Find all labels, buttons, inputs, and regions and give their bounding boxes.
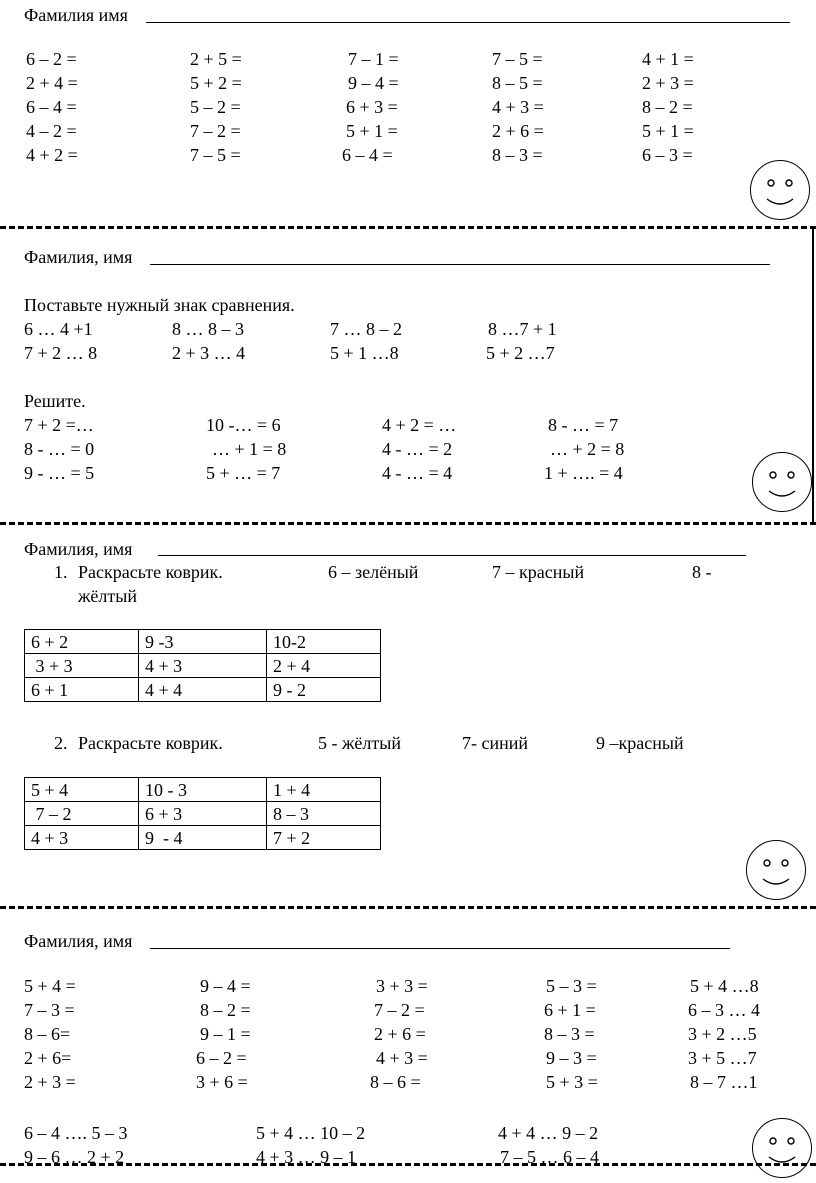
rug-table-1 [24, 629, 381, 702]
exercise: 8 – 6 = [370, 1072, 421, 1092]
table-cell[interactable]: 5 + 4 [25, 778, 139, 802]
table-row [25, 678, 381, 702]
exercise: 6 – 2 = [26, 49, 77, 69]
exercise: 2 + 6= [24, 1048, 72, 1068]
solve-exercise: 9 - … = 5 [24, 463, 95, 483]
solve-exercise: 7 + 2 =… [24, 415, 94, 435]
table-cell[interactable]: 9 -3 [139, 630, 267, 654]
exercise: 8 – 7 …1 [690, 1072, 758, 1092]
cut-line [0, 522, 816, 525]
exercise: 8 – 6= [24, 1024, 71, 1044]
table-row [25, 826, 381, 850]
exercise: 6 – 4 = [342, 145, 393, 165]
table-cell[interactable]: 8 – 3 [267, 802, 381, 826]
table-row [25, 778, 381, 802]
color-key: 8 - [692, 562, 712, 582]
solve-exercise: 4 + 2 = … [382, 415, 457, 435]
table-cell[interactable]: 1 + 4 [267, 778, 381, 802]
color-key: 5 - жёлтый [318, 733, 401, 753]
exercise: 5 + 2 = [190, 73, 242, 93]
solve-exercise: 5 + … = 7 [206, 463, 281, 483]
compare-exercise: 9 – 6 … 2 + 2 [24, 1147, 125, 1167]
smiley-face-icon [752, 452, 812, 512]
exercise: 4 + 3 = [492, 97, 544, 117]
compare-exercise: 7 + 2 … 8 [24, 343, 98, 363]
exercise: 4 + 1 = [642, 49, 694, 69]
task-title: Решите. [24, 391, 86, 411]
table-cell[interactable]: 4 + 3 [139, 654, 267, 678]
name-input-line[interactable] [150, 264, 770, 265]
exercise: 3 + 5 …7 [688, 1048, 757, 1068]
exercise: 8 – 2 = [200, 1000, 251, 1020]
name-label: Фамилия имя [24, 5, 128, 25]
exercise: 9 – 4 = [348, 73, 399, 93]
exercise: 8 – 3 = [492, 145, 543, 165]
color-key: 7 – красный [492, 562, 585, 582]
solve-exercise: 1 + …. = 4 [544, 463, 623, 483]
cut-line [0, 906, 816, 909]
table-cell[interactable]: 2 + 4 [267, 654, 381, 678]
exercise: 7 – 5 = [190, 145, 241, 165]
exercise: 8 – 2 = [642, 97, 693, 117]
name-input-line[interactable] [150, 948, 730, 949]
exercise: 6 – 3 = [642, 145, 693, 165]
compare-exercise: 2 + 3 … 4 [172, 343, 246, 363]
compare-exercise: 8 …7 + 1 [488, 319, 557, 339]
color-key: 7- синий [462, 733, 529, 753]
solve-exercise: 8 - … = 0 [24, 439, 95, 459]
cut-line [0, 1163, 816, 1166]
compare-exercise: 4 + 4 … 9 – 2 [498, 1123, 599, 1143]
exercise: 2 + 3 = [642, 73, 694, 93]
exercise: 2 + 3 = [24, 1072, 76, 1092]
compare-exercise: 5 + 4 … 10 – 2 [256, 1123, 366, 1143]
solve-exercise: … + 1 = 8 [212, 439, 287, 459]
task-title: Раскрасьте коврик. [78, 733, 223, 753]
exercise: 2 + 6 = [492, 121, 544, 141]
table-cell[interactable]: 4 + 3 [25, 826, 139, 850]
exercise: 4 + 3 = [376, 1048, 428, 1068]
exercise: 5 – 2 = [190, 97, 241, 117]
cut-line [0, 226, 816, 229]
exercise: 6 + 3 = [346, 97, 398, 117]
name-input-line[interactable] [146, 22, 790, 23]
solve-exercise: … + 2 = 8 [550, 439, 625, 459]
table-cell[interactable]: 9 - 2 [267, 678, 381, 702]
compare-exercise: 7 … 8 – 2 [330, 319, 402, 339]
table-cell[interactable]: 7 – 2 [25, 802, 139, 826]
solve-exercise: 8 - … = 7 [548, 415, 619, 435]
solve-exercise: 4 - … = 4 [382, 463, 453, 483]
rug-table-2 [24, 777, 381, 850]
exercise: 5 + 4 = [24, 976, 76, 996]
name-label: Фамилия, имя [24, 247, 133, 267]
exercise: 3 + 2 …5 [688, 1024, 757, 1044]
smiley-face-icon [746, 840, 806, 900]
table-cell[interactable]: 3 + 3 [25, 654, 139, 678]
solve-exercise: 10 -… = 6 [206, 415, 281, 435]
compare-exercise: 6 – 4 …. 5 – 3 [24, 1123, 128, 1143]
exercise: 7 – 1 = [348, 49, 399, 69]
smiley-face-icon [750, 160, 810, 220]
exercise: 4 – 2 = [26, 121, 77, 141]
exercise: 2 + 5 = [190, 49, 242, 69]
exercise: 3 + 6 = [196, 1072, 248, 1092]
table-cell[interactable]: 6 + 2 [25, 630, 139, 654]
exercise: 7 – 2 = [374, 1000, 425, 1020]
vertical-border [812, 228, 814, 524]
table-row [25, 630, 381, 654]
task-title: Поставьте нужный знак сравнения. [24, 295, 295, 315]
exercise: 7 – 2 = [190, 121, 241, 141]
compare-exercise: 5 + 2 …7 [486, 343, 555, 363]
exercise: 9 – 1 = [200, 1024, 251, 1044]
table-cell[interactable]: 6 + 3 [139, 802, 267, 826]
exercise: 8 – 5 = [492, 73, 543, 93]
exercise: 6 + 1 = [544, 1000, 596, 1020]
exercise: 5 – 3 = [546, 976, 597, 996]
compare-exercise: 6 … 4 +1 [24, 319, 93, 339]
table-cell[interactable]: 6 + 1 [25, 678, 139, 702]
color-key: 9 –красный [596, 733, 684, 753]
exercise: 7 – 5 = [492, 49, 543, 69]
exercise: 7 – 3 = [24, 1000, 75, 1020]
name-label: Фамилия, имя [24, 931, 133, 951]
table-row [25, 802, 381, 826]
exercise: 9 – 4 = [200, 976, 251, 996]
compare-exercise: 8 … 8 – 3 [172, 319, 244, 339]
exercise: 3 + 3 = [376, 976, 428, 996]
compare-exercise: 4 + 3 … 9 – 1 [256, 1147, 357, 1167]
task-title: Раскрасьте коврик. [78, 562, 223, 582]
name-label: Фамилия, имя [24, 539, 133, 559]
compare-exercise: 5 + 1 …8 [330, 343, 399, 363]
exercise: 6 – 4 = [26, 97, 77, 117]
table-cell[interactable]: 9 - 4 [139, 826, 267, 850]
compare-exercise: 7 – 5 … 6 – 4 [500, 1147, 599, 1167]
exercise: 4 + 2 = [26, 145, 78, 165]
exercise: 6 – 2 = [196, 1048, 247, 1068]
table-cell[interactable]: 7 + 2 [267, 826, 381, 850]
color-key: 6 – зелёный [328, 562, 419, 582]
exercise: 5 + 1 = [642, 121, 694, 141]
exercise: 8 – 3 = [544, 1024, 595, 1044]
exercise: 2 + 4 = [26, 73, 78, 93]
name-input-line[interactable] [158, 555, 746, 556]
solve-exercise: 4 - … = 2 [382, 439, 453, 459]
exercise: 5 + 1 = [346, 121, 398, 141]
exercise: 9 – 3 = [546, 1048, 597, 1068]
table-cell[interactable]: 10-2 [267, 630, 381, 654]
exercise: 5 + 4 …8 [690, 976, 759, 996]
table-cell[interactable]: 4 + 4 [139, 678, 267, 702]
task-number: 2. [54, 733, 68, 753]
color-key-continued: жёлтый [78, 586, 138, 606]
exercise: 2 + 6 = [374, 1024, 426, 1044]
task-number: 1. [54, 562, 68, 582]
table-row [25, 654, 381, 678]
exercise: 6 – 3 … 4 [688, 1000, 760, 1020]
exercise: 5 + 3 = [546, 1072, 598, 1092]
table-cell[interactable]: 10 - 3 [139, 778, 267, 802]
smiley-face-icon [752, 1118, 812, 1178]
